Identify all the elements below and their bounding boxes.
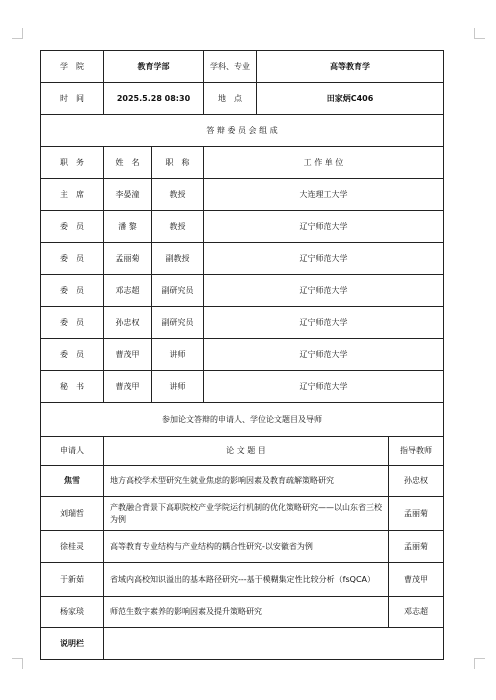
member-unit: 辽宁师范大学 <box>204 307 444 339</box>
member-role: 委 员 <box>41 275 104 307</box>
time-value: 2025.5.28 08:30 <box>104 83 204 115</box>
time-label: 时 间 <box>41 83 104 115</box>
member-unit: 辽宁师范大学 <box>204 339 444 371</box>
crop-mark-bottom-left <box>12 658 23 669</box>
thesis-topic: 高等教育专业结构与产业结构的耦合性研究-以安徽省为例 <box>104 531 389 563</box>
col-advisor-header: 指导教师 <box>389 437 444 466</box>
applicant-row <box>41 597 444 628</box>
place-value: 田家炳C406 <box>257 83 444 115</box>
applicant-row <box>41 531 444 563</box>
advisor-name: 孟丽菊 <box>389 497 444 531</box>
notes-value <box>104 628 444 660</box>
applicant-name: 徐桂灵 <box>41 531 104 563</box>
school-value: 教育学部 <box>104 51 204 83</box>
member-title: 讲师 <box>152 339 204 371</box>
committee-row <box>41 371 444 403</box>
subject-label: 学科、专业 <box>204 51 257 83</box>
applicant-row <box>41 466 444 497</box>
member-name: 曹茂甲 <box>104 339 152 371</box>
applicant-row <box>41 497 444 531</box>
thesis-topic: 师范生数字素养的影响因素及提升策略研究 <box>104 597 389 628</box>
member-name: 曹茂甲 <box>104 371 152 403</box>
col-name-header: 姓 名 <box>104 147 152 179</box>
member-title: 讲师 <box>152 371 204 403</box>
member-unit: 辽宁师范大学 <box>204 275 444 307</box>
committee-row <box>41 211 444 243</box>
col-role-header: 职 务 <box>41 147 104 179</box>
member-role: 委 员 <box>41 243 104 275</box>
member-unit: 大连理工大学 <box>204 179 444 211</box>
member-name: 潘 黎 <box>104 211 152 243</box>
committee-row <box>41 307 444 339</box>
committee-header-row <box>41 147 444 179</box>
member-role: 委 员 <box>41 307 104 339</box>
defense-info-table <box>40 50 444 660</box>
applicant-name: 杨家琰 <box>41 597 104 628</box>
crop-mark-top-right <box>474 28 485 39</box>
member-role: 秘 书 <box>41 371 104 403</box>
committee-row <box>41 339 444 371</box>
member-title: 副教授 <box>152 243 204 275</box>
school-label: 学 院 <box>41 51 104 83</box>
school-row <box>41 51 444 83</box>
thesis-topic: 省域内高校知识溢出的基本路径研究---基于模糊集定性比较分析（fsQCA） <box>104 563 389 597</box>
committee-section-title: 答 辩 委 员 会 组 成 <box>41 115 444 147</box>
committee-title-row <box>41 115 444 147</box>
advisor-name: 曹茂甲 <box>389 563 444 597</box>
applicant-row <box>41 563 444 597</box>
subject-value: 高等教育学 <box>257 51 444 83</box>
crop-mark-bottom-right <box>474 658 485 669</box>
thesis-topic: 地方高校学术型研究生就业焦虑的影响因素及教育疏解策略研究 <box>104 466 389 497</box>
col-applicant-header: 申请人 <box>41 437 104 466</box>
member-role: 委 员 <box>41 211 104 243</box>
applicants-header-row <box>41 437 444 466</box>
col-unit-header: 工 作 单 位 <box>204 147 444 179</box>
time-row <box>41 83 444 115</box>
committee-row <box>41 179 444 211</box>
notes-row <box>41 628 444 660</box>
member-name: 邓志超 <box>104 275 152 307</box>
place-label: 地 点 <box>204 83 257 115</box>
notes-label: 说明栏 <box>41 628 104 660</box>
committee-row <box>41 275 444 307</box>
member-unit: 辽宁师范大学 <box>204 371 444 403</box>
member-title: 副研究员 <box>152 275 204 307</box>
advisor-name: 孙忠权 <box>389 466 444 497</box>
col-title-header: 职 称 <box>152 147 204 179</box>
member-name: 孙忠权 <box>104 307 152 339</box>
advisor-name: 孟丽菊 <box>389 531 444 563</box>
applicant-name: 焦雪 <box>41 466 104 497</box>
member-title: 副研究员 <box>152 307 204 339</box>
committee-row <box>41 243 444 275</box>
advisor-name: 邓志超 <box>389 597 444 628</box>
crop-mark-top-left <box>12 28 23 39</box>
member-name: 李晏潼 <box>104 179 152 211</box>
member-unit: 辽宁师范大学 <box>204 243 444 275</box>
col-topic-header: 论 文 题 目 <box>104 437 389 466</box>
applicants-section-title: 参加论文答辩的申请人、学位论文题目及导师 <box>41 403 444 437</box>
applicants-title-row <box>41 403 444 437</box>
member-unit: 辽宁师范大学 <box>204 211 444 243</box>
member-role: 主 席 <box>41 179 104 211</box>
member-title: 教授 <box>152 211 204 243</box>
member-title: 教授 <box>152 179 204 211</box>
applicant-name: 于新茹 <box>41 563 104 597</box>
thesis-topic: 产教融合背景下高职院校产业学院运行机制的优化策略研究——以山东省三校为例 <box>104 497 389 531</box>
applicant-name: 刘瑞哲 <box>41 497 104 531</box>
member-name: 孟丽菊 <box>104 243 152 275</box>
member-role: 委 员 <box>41 339 104 371</box>
